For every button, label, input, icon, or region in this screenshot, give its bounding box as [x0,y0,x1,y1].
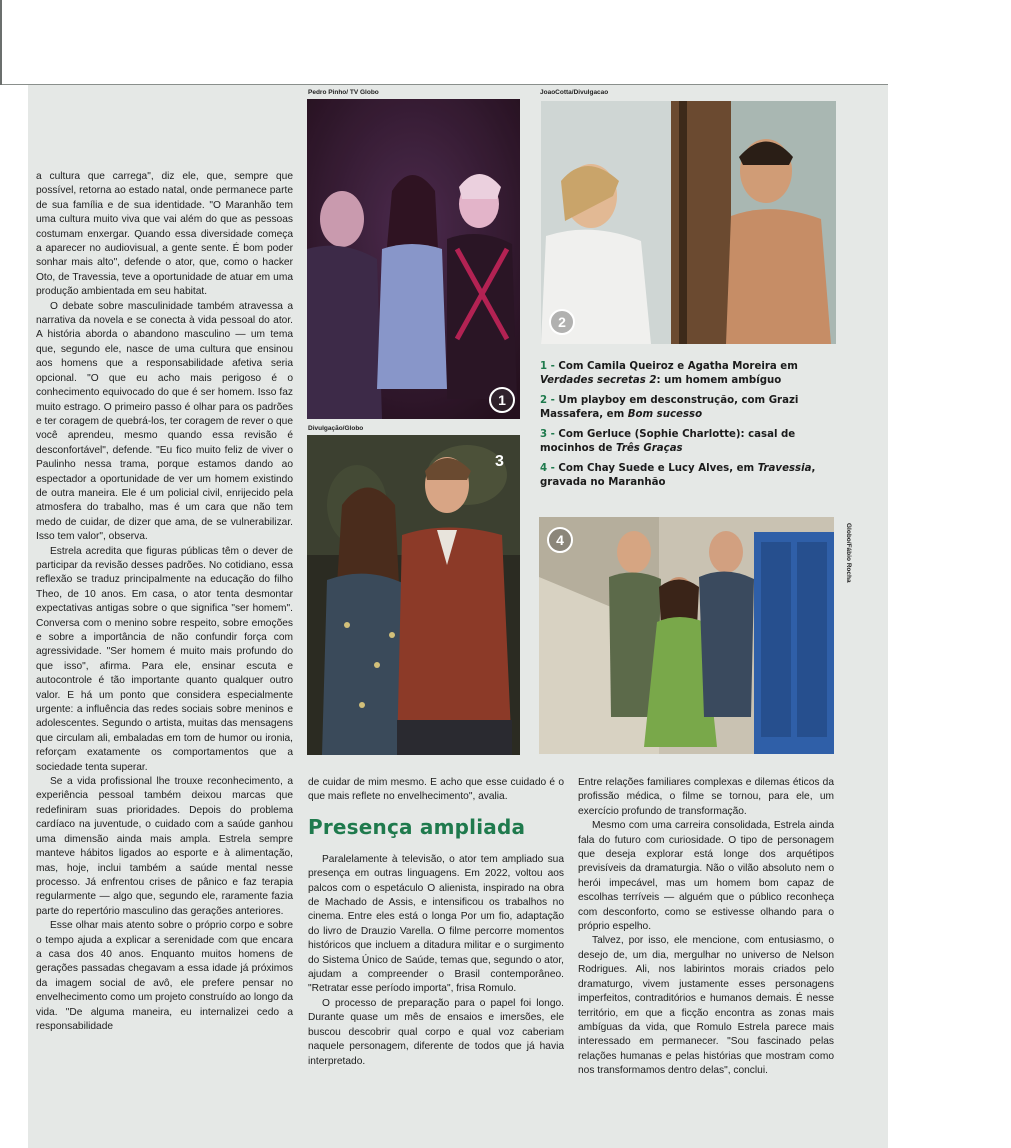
photo-captions [540,360,840,496]
photo-number-badge: 2 [549,309,575,335]
photo-3 [307,435,520,755]
photo-4 [539,517,834,754]
photo-credit-1: Pedro Pinho/ TV Globo [308,89,379,96]
caption-1: 1 - Com Camila Queiroz e Agatha Moreira em Verdades secretas 2: um homem ambíguo [540,361,798,386]
photo-credit-3: Divulgação/Globo [308,425,364,432]
photo-number-badge: 4 [547,527,573,553]
photo-2 [541,101,836,344]
photo-number-badge: 1 [489,387,515,413]
left-edge-line [0,0,2,85]
paragraph: Talvez, por isso, ele mencione, com entusiasmo, o desejo de, um dia, mergulhar no universo de Nelson Rodrigues. Ali, nos labirintos morais criados pelo dramaturgo, vivem justamente esses personagens imperfeitos, contraditórios e humanos demais. É nesse território, em que a ficção encontra as zonas mais ambíguas da vida, que Romulo Estrela parece mais interessado em permanecer. "Sou fascinado pelas relações humanas e pelas histórias que mostram como nos transformamos dentro delas", conclui. [578,935,834,1077]
caption-4: 4 - Com Chay Suede e Lucy Alves, em Travessia, gravada no Maranhão [540,463,816,488]
paragraph: Entre relações familiares complexas e dilemas éticos da profissão médica, o filme se tornou, para ele, um exercício profundo de transformação. [578,777,834,817]
photo-credit-2: JoaoCotta/Divulgacao [540,89,609,96]
paragraph: Esse olhar mais atento sobre o próprio corpo e sobre o tempo ajuda a explicar a serenidade com que encara a casa dos 40 anos. Enquanto muitos homens de gerações passadas chegavam a essa idade já próximos da imagem social de avô, ele prefere pensar no envelhecimento como um projeto construído ao longo da vida. "De alguma maneira, eu internalizei cedo a responsabilidade [36,920,293,1032]
paragraph: de cuidar de mim mesmo. E acho que esse cuidado é o que mais reflete no envelhecimento", avalia. [308,777,564,803]
paragraph: Estrela acredita que figuras públicas têm o dever de participar da revisão desses padrões. No cotidiano, essa reflexão se traduz principalmente na educação do filho Theo, de 10 anos. Em casa, o ator tenta desmontar expectativas antigas sobre o que significa "ser homem". Conversa com o menino sobre respeito, sobre emoções e sobre a importância de não confundir força com agressividade. "Ser homem é muito mais profundo do que isso", afirma. Para ele, ensinar escuta e autocontrole é tão importante quanto qualquer outro valor. E há um ponto que considera especialmente urgente: a influência das redes sociais sobre meninos e adolescentes. Segundo o artista, muitas das mensagens que circulam ali, embaladas em tom de humor ou ironia, reforçam exatamente os comportamentos que a sociedade tenta superar. [36,545,293,773]
paragraph: Paralelamente à televisão, o ator tem ampliado sua presença em outras linguagens. Em 2022, voltou aos palcos com o espetáculo O alienista, inspirado na obra de Machado de Assis, e intensificou os trabalhos no cinema. Entre eles está o longa Por um fio, adaptação do livro de Drauzio Varella. O filme percorre momentos históricos que incluem a ditadura militar e o surgimento do Sistema Único de Saúde, temas que, segundo o ator, ajudam a compreender o Brasil contemporâneo. "Retratar esse período importa", frisa Romulo. [308,853,564,995]
paragraph: O debate sobre masculinidade também atravessa a narrativa da novela e se conecta à vida pessoal do ator. A história aborda o abandono masculino — um tema que, segundo ele, nasce de uma cultura que ensinou aos homens que a responsabilidade afetiva seria opcional. "O que eu acho mais perigoso é o conhecimento equivocado do que é ser homem. Isso faz muito estrago. O primeiro passo é olhar para os padrões e ter coragem de quebrá-los, ter coragem de rever o que você aprendeu, mesmo quando essa revisão é desconfortável", defende. "Eu fico muito feliz de viver o Paulinho nessa trama, porque estamos dando ao espectador a oportunidade de ver um homem existindo de outra maneira. Ele é um policial civil, enrijecido pela atmosfera do trabalho, mas é um cara que não tem medo de cuidar, de dizer que ama, de se vulnerabilizar. Isso tem valor", observa. [36,300,293,543]
article-column-3 [578,776,834,1079]
paragraph: Se a vida profissional lhe trouxe reconhecimento, a experiência pessoal também deixou marcas que redefiniram suas prioridades. Depois do problema cardíaco na juventude, o cuidado com a saúde ganhou uma dimensão ainda mais ampla. Estrela sempre manteve hábitos ligados ao esporte e à alimentação, mas, hoje, inclui também a saúde mental nesse processo. Já enfrentou crises de pânico e faz terapia regularmente — algo que, segundo ele, raramente fazia parte do repertório masculino das gerações anteriores. [36,776,293,917]
section-heading: Presença ampliada [308,815,526,839]
paragraph: a cultura que carrega", diz ele, que, sempre que possível, retorna ao estado natal, onde permanece parte de sua família e de sua identidade. "O Maranhão tem uma cultura muito viva que vai além do que as pessoas costumam enxergar. Quando essa diversidade começa a aparecer no audiovisual, a gente sente. É bom poder sonhar mais alto", defende o ator, que, como o hacker Oto, de Travessia, teve a oportunidade de atuar em uma produção ambientada em seu habitat. [36,171,293,298]
page-margin [0,85,28,1148]
article-column-1 [36,170,293,1034]
caption-3: 3 - Com Gerluce (Sophie Charlotte): casal de mocinhos de Três Graças [540,429,796,454]
top-divider [0,84,888,85]
caption-2: 2 - Um playboy em desconstrução, com Grazi Massafera, em Bom sucesso [540,395,799,420]
paragraph: O processo de preparação para o papel foi longo. Durante quase um mês de ensaios e imersões, ele buscou descobrir qual corpo e qual voz caberiam naquele personagem, diferente de todos que já havia interpretado. [308,997,564,1067]
photo-credit-4: Globo/Fábio Rocha [845,523,852,583]
photo-number-badge: 3 [495,453,504,470]
paragraph: Mesmo com uma carreira consolidada, Estrela ainda fala do futuro com curiosidade. O tipo de personagem que deseja explorar está longe dos arquétipos previsíveis da dramaturgia. Não o vilão absoluto nem o herói impecável, mas um homem bom capaz de escolhas terríveis — alguém que o público reconheça com desconforto, como se estivesse olhando para o próprio espelho. [578,820,834,933]
photo-1 [307,99,520,419]
